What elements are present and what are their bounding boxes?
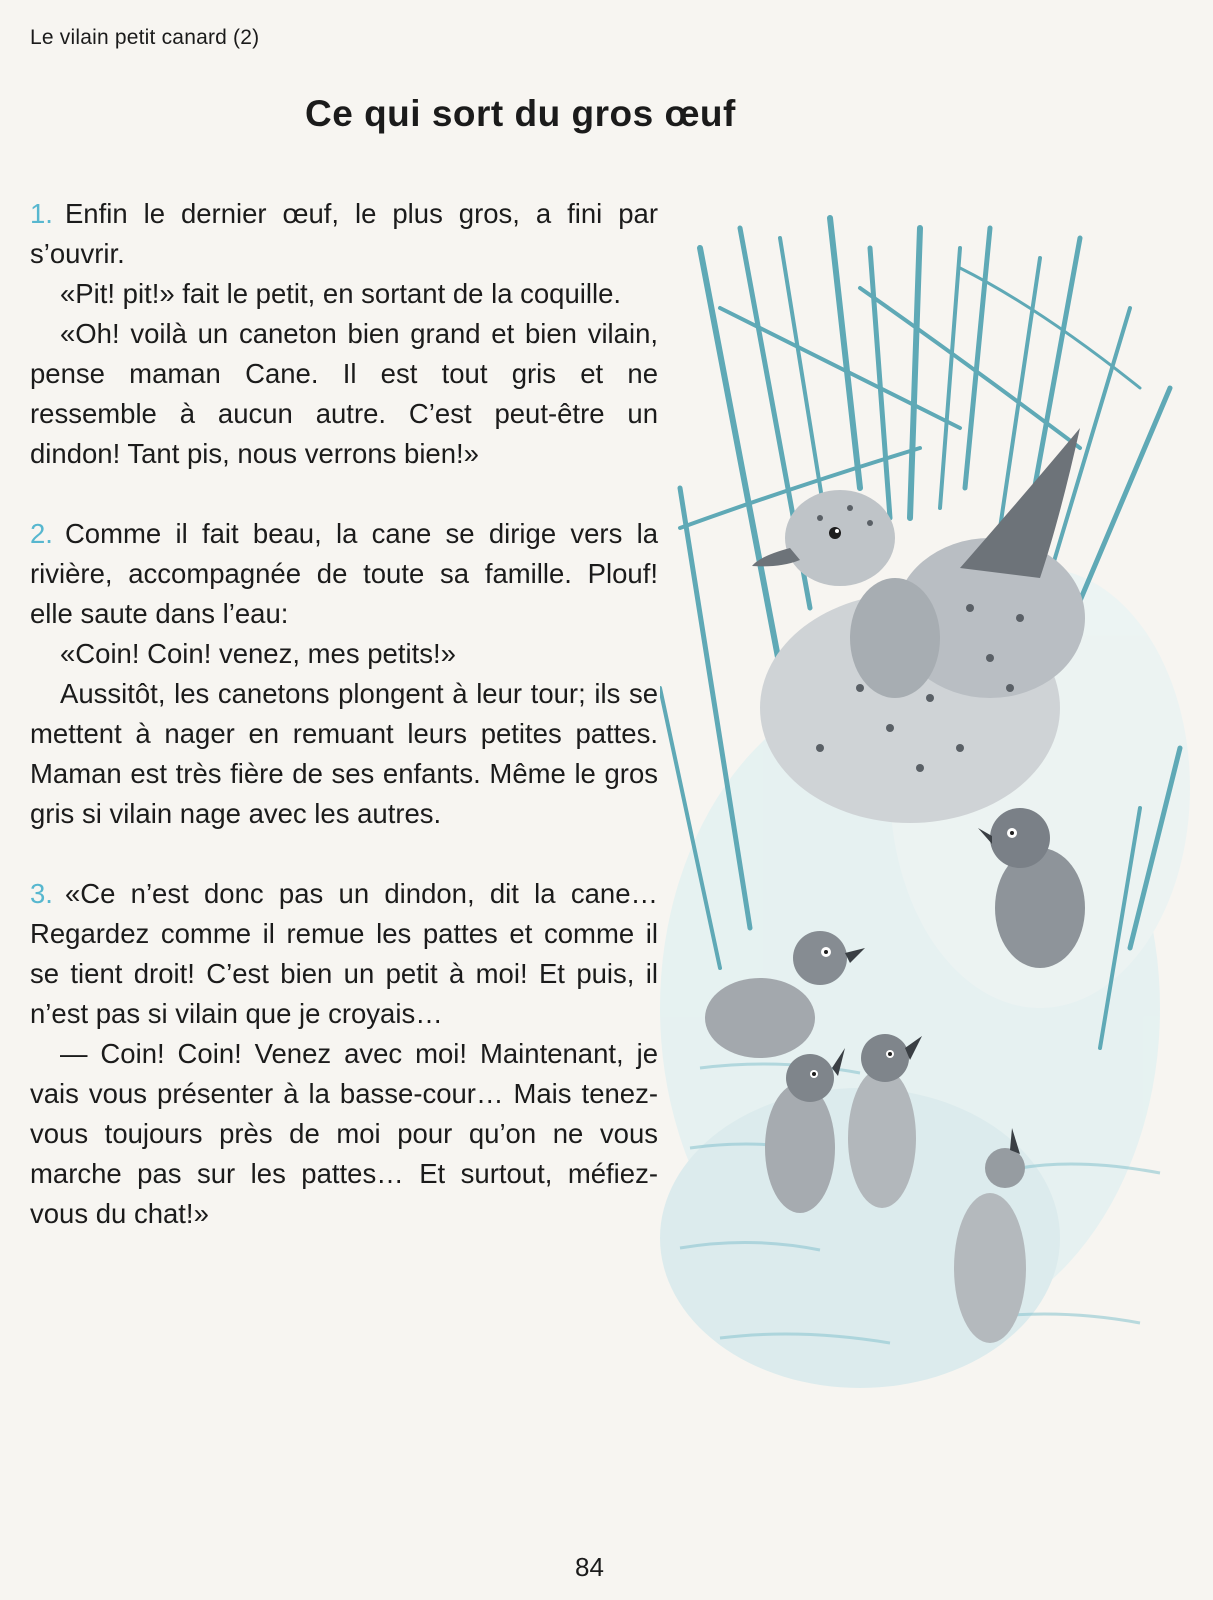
section-1 xyxy=(30,194,658,474)
paragraph-text: «Ce n’est donc pas un dindon, dit la cane… Regardez comme il remue les pattes et comme il se tient droit! C’est bien un petit à moi! Et puis, il n’est pas si vilain que je croyais… xyxy=(30,878,658,1029)
paragraph-text: Enfin le dernier œuf, le plus gros, a fini par s’ouvrir. xyxy=(30,198,658,269)
section-number: 1. xyxy=(30,198,53,229)
running-title: Le vilain petit canard (2) xyxy=(30,26,260,49)
section-3-paragraph-2: — Coin! Coin! Venez avec moi! Maintenant, je vais vous présenter à la basse-cour… Mais tenez-vous toujours près de moi pour qu’on ne vous marche pas sur les pattes… Et surtout, méfiez-vous du chat!» xyxy=(30,1038,658,1229)
section-number: 3. xyxy=(30,878,53,909)
story-text xyxy=(30,194,658,1274)
section-2-paragraph-3: Aussitôt, les canetons plongent à leur tour; ils se mettent à nager en remuant leurs petites pattes. Maman est très fière de ses enfants. Même le gros gris si vilain nage avec les autres. xyxy=(30,678,658,829)
section-1-paragraph-2: «Pit! pit!» fait le petit, en sortant de la coquille. xyxy=(60,278,622,309)
page-title: Ce qui sort du gros œuf xyxy=(305,93,736,134)
section-2 xyxy=(30,514,658,834)
duck-family-illustration xyxy=(660,188,1200,1388)
paragraph-text: Comme il fait beau, la cane se dirige vers la rivière, accompagnée de toute sa famille. Plouf! elle saute dans l’eau: xyxy=(30,518,658,629)
section-3-paragraph-1 xyxy=(30,874,658,1034)
section-number: 2. xyxy=(30,518,53,549)
section-2-paragraph-1 xyxy=(30,514,658,634)
section-1-paragraph-3: «Oh! voilà un caneton bien grand et bien vilain, pense maman Cane. Il est tout gris et ne ressemble à aucun autre. C’est peut-être un dindon! Tant pis, nous verrons bien!» xyxy=(30,318,658,469)
section-1-paragraph-1 xyxy=(30,194,658,274)
section-3 xyxy=(30,874,658,1234)
section-2-paragraph-2: «Coin! Coin! venez, mes petits!» xyxy=(60,638,456,669)
page-number: 84 xyxy=(575,1552,604,1582)
